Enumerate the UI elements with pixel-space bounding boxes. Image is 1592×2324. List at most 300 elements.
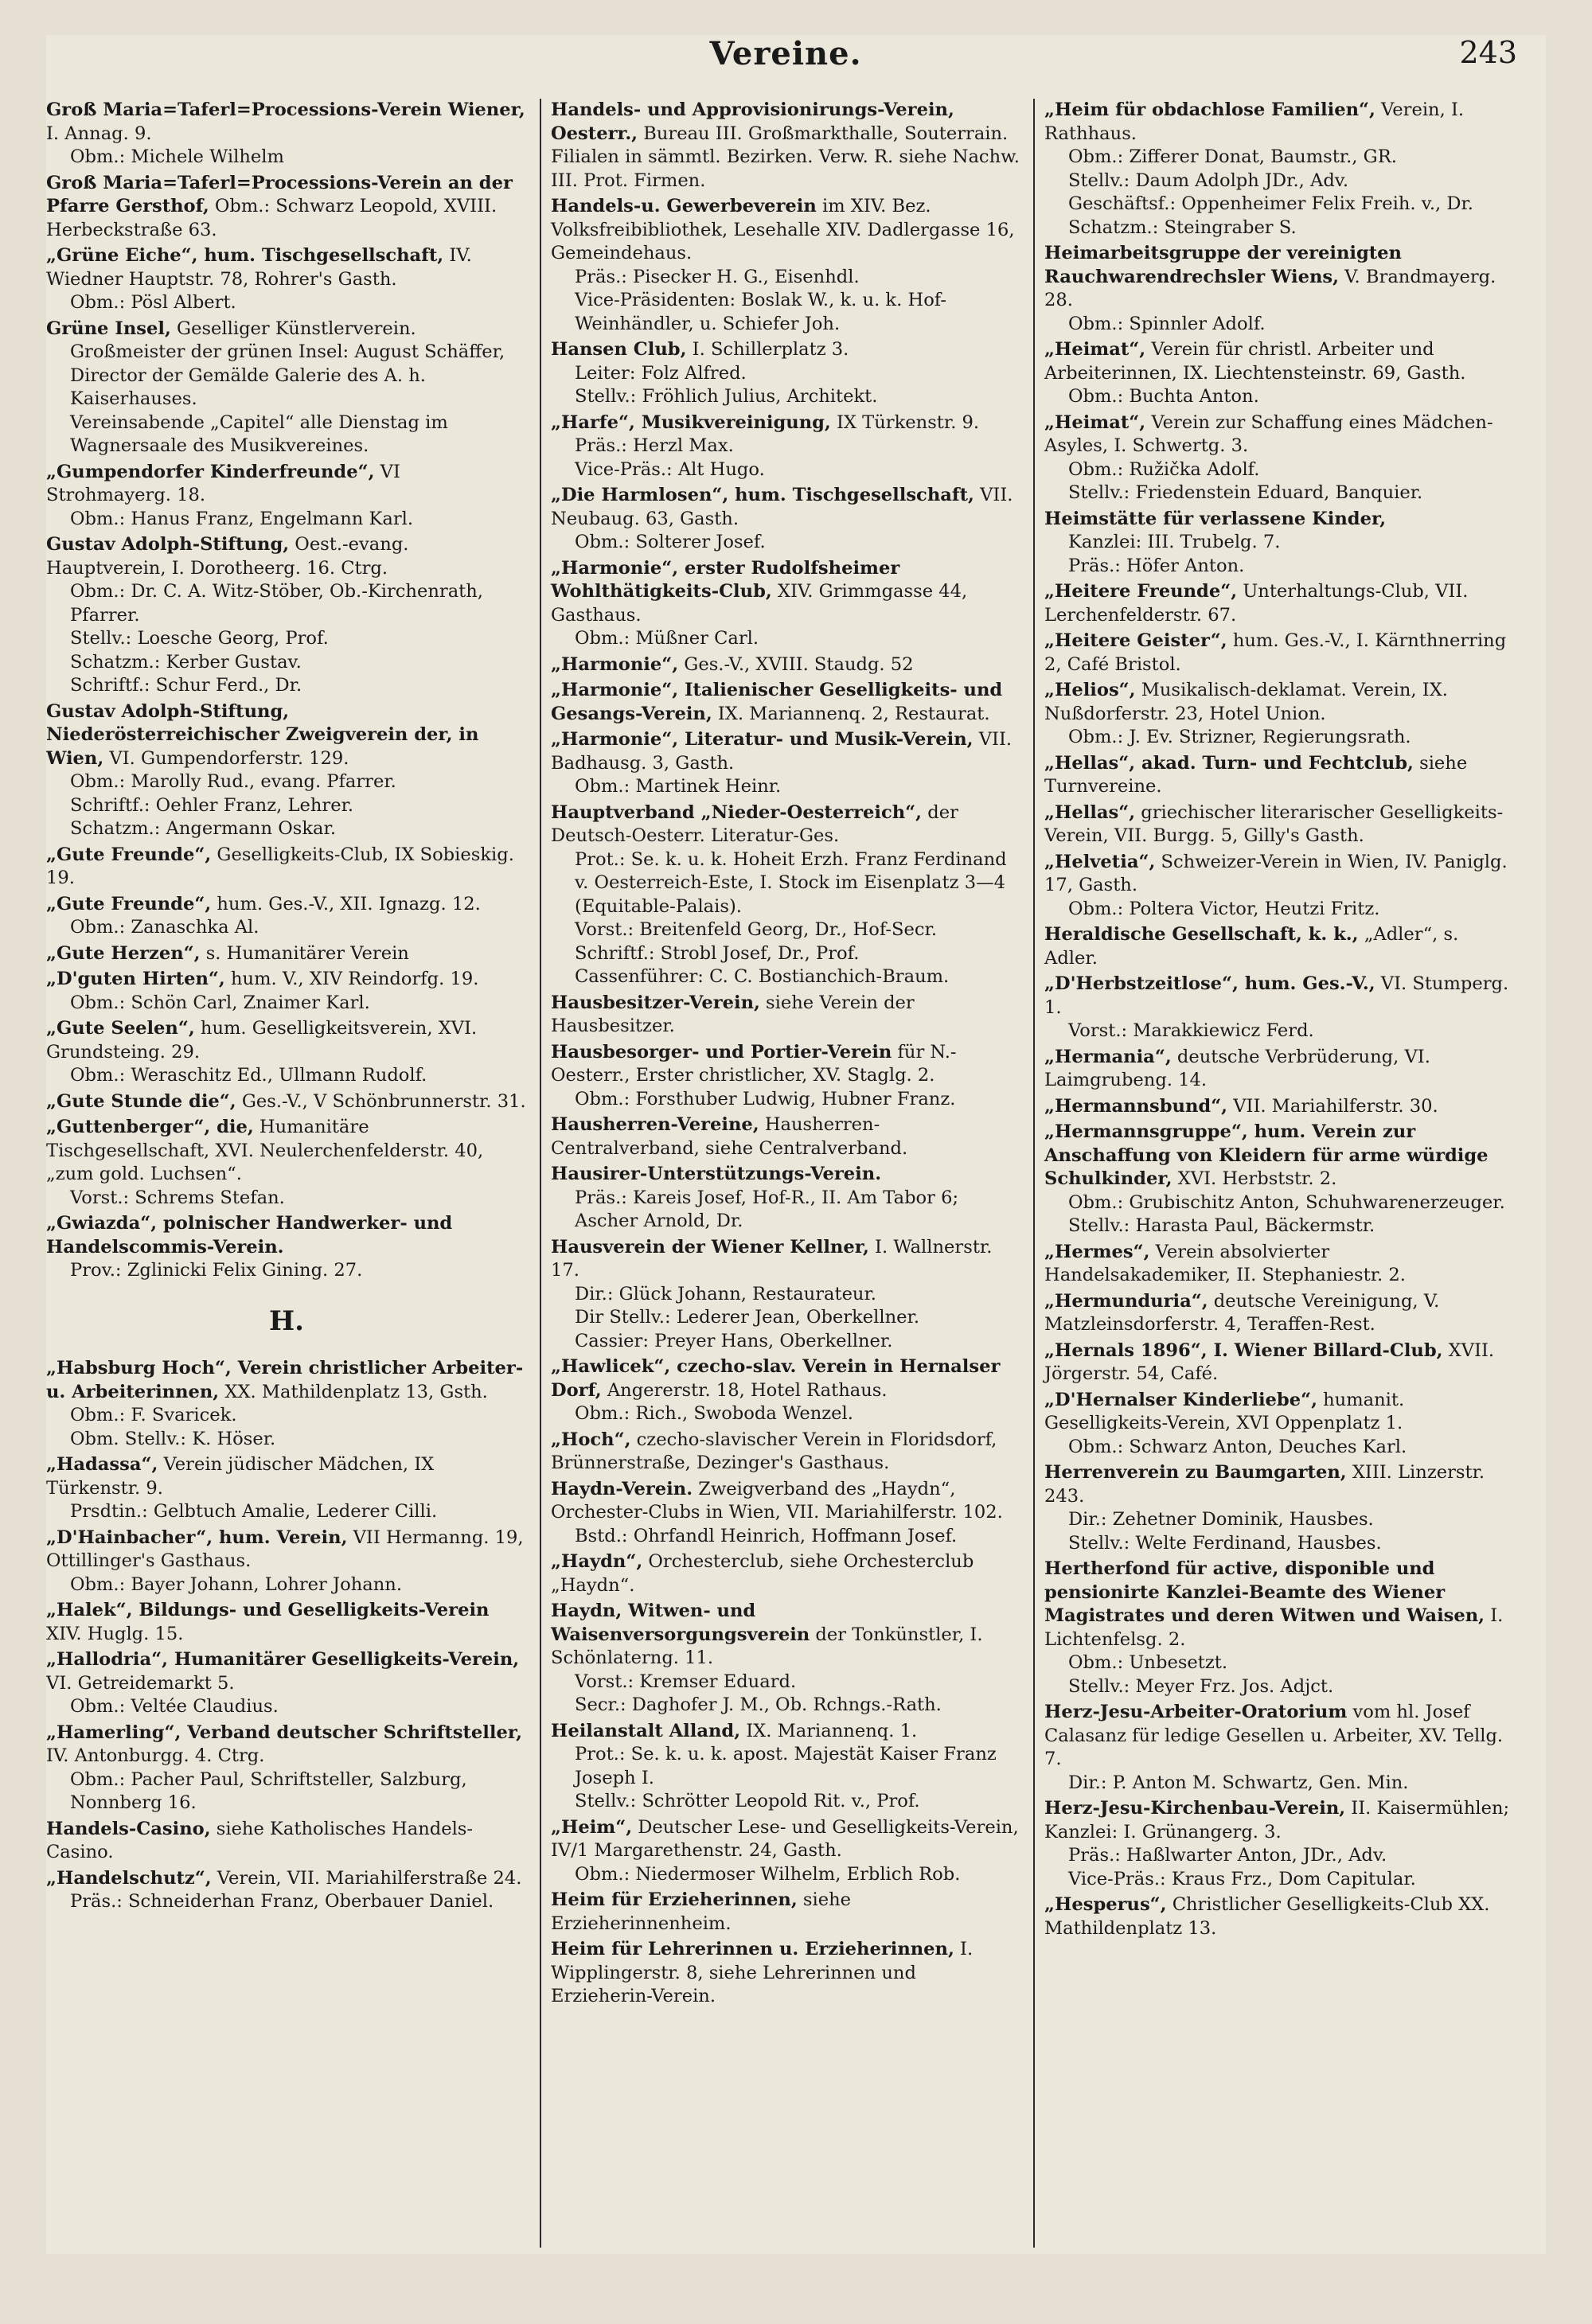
- entry-officer-line: Obm.: Michele Wilhelm: [70, 146, 284, 167]
- entry-title: „Guttenberger“, die,: [46, 1117, 254, 1137]
- entry-main-line: [46, 1453, 527, 1500]
- entry-main-line: [46, 1357, 527, 1404]
- directory-entry: [1044, 99, 1514, 240]
- entry-details: Hausherren-Centralverband, siehe Centralverband.: [551, 1114, 908, 1159]
- entry-title: Hausherren-Vereine,: [551, 1114, 759, 1135]
- entry-officer-line: Vereinsabende „Capitel“ alle Dienstag im Wagnersaale des Musikvereines.: [70, 411, 448, 456]
- entry-officer-line: Prot.: Se. k. u. k. apost. Majestät Kaiser Franz Joseph I.: [575, 1744, 997, 1788]
- entry-details: VI. Gumpendorferstr. 129.: [103, 747, 349, 769]
- entry-title: „Harmonie“, Literatur- und Musik-Verein,: [551, 729, 974, 750]
- entry-officer-line: Dir Stellv.: Lederer Jean, Oberkellner.: [575, 1307, 920, 1328]
- entry-title: Groß Maria=Taferl=Processions-Verein an der Pfarre Gersthof,: [46, 172, 513, 216]
- entry-title: Heim für Lehrerinnen u. Erzieherinnen,: [551, 1939, 954, 1959]
- page-header: [46, 35, 1525, 99]
- entry-officer-line: Prot.: Se. k. u. k. Hoheit Erzh. Franz Ferdinand v. Oesterreich-Este, I. Stock im Eisenplatz 3—4 (Equitable-Palais).: [575, 848, 1007, 917]
- page-title: Vereine.: [709, 35, 862, 72]
- directory-entry: [551, 1041, 1020, 1112]
- entry-officer-line: Stellv.: Fröhlich Julius, Architekt.: [575, 386, 878, 407]
- entry-main-line: [1044, 1558, 1514, 1651]
- directory-entry: [551, 1478, 1020, 1549]
- entry-main-line: [46, 172, 527, 243]
- entry-title: Herz-Jesu-Arbeiter-Oratorium: [1044, 1702, 1348, 1722]
- entry-details: deutsche Verbrüderung, VI. Laimgrubeng. 14.: [1044, 1046, 1430, 1090]
- entry-title: „Hermannsbund“,: [1044, 1095, 1228, 1117]
- directory-entry: [551, 679, 1020, 726]
- entry-details: IX. Mariannenq. 1.: [740, 1720, 918, 1741]
- entry-main-line: [1044, 411, 1514, 458]
- entry-main-line: [46, 1722, 527, 1768]
- entry-title: „Hallodria“, Humanitärer Geselligkeits-Verein,: [46, 1649, 520, 1670]
- directory-entry: [551, 1113, 1020, 1160]
- entry-title: Hausbesitzer-Verein,: [551, 992, 760, 1013]
- entry-main-line: [46, 461, 527, 508]
- entry-officer-line: Obm.: Zanaschka Al.: [70, 917, 259, 938]
- entry-title: „Hermunduria“,: [1044, 1290, 1208, 1312]
- entry-details: vom hl. Josef Calasanz für ledige Gesellen u. Arbeiter, XV. Tellg. 7.: [1044, 1702, 1504, 1769]
- entry-main-line: [46, 942, 527, 966]
- entry-main-line: [551, 1720, 1020, 1744]
- directory-entry: [551, 1600, 1020, 1718]
- entry-details: griechischer literarischer Geselligkeits-Verein, VII. Burgg. 5, Gilly's Gasth.: [1044, 801, 1504, 846]
- entry-officer-line: Obm.: Rich., Swoboda Wenzel.: [575, 1403, 853, 1424]
- directory-entry: [46, 318, 527, 458]
- entry-title: „D'Hainbacher“, hum. Verein,: [46, 1527, 348, 1548]
- entry-main-line: [551, 557, 1020, 628]
- entry-main-line: [551, 679, 1020, 726]
- entry-officer-line: Dir.: Zehetner Dominik, Hausbes.: [1068, 1509, 1374, 1530]
- entry-main-line: [46, 1527, 527, 1573]
- entry-title: „Harmonie“, Italienischer Geselligkeits- und Gesangs-Verein,: [551, 680, 1003, 724]
- entry-officer-line: Obm.: F. Svaricek.: [70, 1405, 237, 1425]
- entry-title: Haydn-Verein.: [551, 1478, 693, 1499]
- column-1: [46, 99, 527, 2248]
- entry-title: „Heitere Geister“,: [1044, 630, 1227, 651]
- entry-main-line: [1044, 1241, 1514, 1288]
- entry-details: im XIV. Bez. Volksfreibibliothek, Lesehalle XIV. Dadlergasse 16, Gemeindehaus.: [551, 196, 1015, 263]
- entry-main-line: [1044, 1389, 1514, 1436]
- entry-details: hum. V., XIV Reindorfg. 19.: [224, 969, 479, 989]
- entry-main-line: [551, 992, 1020, 1039]
- entry-main-line: [1044, 580, 1514, 627]
- entry-title: Gustav Adolph-Stiftung,: [46, 534, 290, 555]
- entry-details: Orchesterclub, siehe Orchesterclub „Haydn“.: [551, 1551, 974, 1596]
- entry-details: V. Brandmayerg. 28.: [1044, 266, 1496, 310]
- entry-officer-line: Obm.: Spinnler Adolf.: [1068, 313, 1266, 334]
- directory-entry: [46, 172, 527, 243]
- entry-title: „Helvetia“,: [1044, 851, 1156, 872]
- entry-title: „Gumpendorfer Kinderfreunde“,: [46, 461, 375, 482]
- directory-entry: [551, 195, 1020, 336]
- directory-entry: [1044, 752, 1514, 799]
- entry-main-line: [46, 893, 527, 917]
- entry-details: XX. Mathildenplatz 13, Gsth.: [219, 1381, 488, 1402]
- entry-title: Hauptverband „Nieder-Oesterreich“,: [551, 801, 923, 823]
- entry-main-line: [46, 533, 527, 580]
- entry-title: „Grüne Eiche“, hum. Tischgesellschaft,: [46, 245, 444, 266]
- entry-main-line: [46, 1818, 527, 1865]
- directory-entry: [551, 557, 1020, 651]
- directory-page: [46, 35, 1546, 2254]
- column-2: [540, 99, 1020, 2248]
- entry-officer-line: Vice-Präs.: Alt Hugo.: [575, 458, 765, 480]
- directory-entry: [46, 893, 527, 940]
- entry-main-line: [551, 338, 1020, 362]
- entry-details: VI. Stumperg. 1.: [1044, 973, 1509, 1018]
- entry-main-line: [46, 1116, 527, 1187]
- entry-details: der Tonkünstler, I. Schönlaterng. 11.: [551, 1624, 983, 1668]
- entry-details: hum. Ges.-V., I. Kärnthnerring 2, Café Bristol.: [1044, 630, 1507, 675]
- directory-entry: [1044, 851, 1514, 922]
- entry-officer-line: Obm.: Martinek Heinr.: [575, 776, 782, 797]
- entry-details: I. Annag. 9.: [46, 123, 152, 144]
- entry-officer-line: Obm.: Schwarz Anton, Deuches Karl.: [1068, 1436, 1407, 1457]
- entry-officer-line: Vorst.: Schrems Stefan.: [70, 1187, 285, 1208]
- directory-entry: [1044, 242, 1514, 336]
- entry-officer-line: Stellv.: Friedenstein Eduard, Banquier.: [1068, 482, 1423, 503]
- directory-entry: [1044, 630, 1514, 677]
- entry-title: Heimarbeitsgruppe der vereinigten Rauchwarendrechsler Wiens,: [1044, 243, 1402, 287]
- directory-entry: [551, 484, 1020, 555]
- entry-main-line: [1044, 338, 1514, 385]
- entry-title: Herrenverein zu Baumgarten,: [1044, 1462, 1347, 1483]
- entry-main-line: [551, 1236, 1020, 1283]
- entry-details: IX Türkenstr. 9.: [830, 411, 980, 433]
- entry-main-line: [1044, 1339, 1514, 1386]
- directory-entry: [46, 1090, 527, 1114]
- entry-title: Hertherfond für active, disponible und pensionirte Kanzlei-Beamte des Wiener Magistrates und deren Witwen und Waisen,: [1044, 1558, 1485, 1626]
- entry-title: „Harmonie“,: [551, 653, 679, 675]
- entry-officer-line: Stellv.: Meyer Frz. Jos. Adjct.: [1068, 1675, 1334, 1697]
- directory-entry: [1044, 338, 1514, 409]
- entry-title: Haydn, Witwen- und Waisenversorgungsverein: [551, 1601, 810, 1645]
- entry-details: IX. Mariannenq. 2, Restaurat.: [712, 703, 990, 724]
- entry-main-line: [1044, 973, 1514, 1020]
- entry-details: Bureau III. Großmarkthalle, Souterrain. Filialen in sämmtl. Bezirken. Verw. R. siehe Nachw. III. Prot. Firmen.: [551, 123, 1020, 191]
- entry-officer-line: Obm.: Weraschitz Ed., Ullmann Rudolf.: [70, 1065, 427, 1086]
- entry-details: Unterhaltungs-Club, VII. Lerchenfelderstr. 67.: [1044, 581, 1469, 626]
- columns: [46, 99, 1525, 2248]
- entry-title: „Gute Herzen“,: [46, 942, 201, 964]
- entry-officer-line: Prsdtin.: Gelbtuch Amalie, Lederer Cilli.: [70, 1501, 438, 1522]
- directory-entry: [1044, 1290, 1514, 1337]
- directory-entry: [46, 1453, 527, 1524]
- entry-officer-line: Stellv.: Daum Adolph JDr., Adv.: [1068, 170, 1349, 191]
- directory-entry: [551, 1550, 1020, 1597]
- entry-main-line: [551, 1938, 1020, 2009]
- entry-main-line: [1044, 508, 1514, 532]
- entry-title: „Habsburg Hoch“, Verein christlicher Arbeiter- u. Arbeiterinnen,: [46, 1358, 524, 1402]
- entry-title: Hansen Club,: [551, 339, 687, 360]
- entry-details: I. Schillerplatz 3.: [686, 339, 849, 360]
- entry-details: IV. Wiedner Hauptstr. 78, Rohrer's Gasth.: [46, 245, 472, 290]
- directory-entry: [46, 461, 527, 532]
- entry-main-line: [1044, 99, 1514, 146]
- entry-main-line: [1044, 1121, 1514, 1191]
- directory-entry: [46, 1212, 527, 1283]
- entry-details: Christlicher Geselligkeits-Club XX. Mathildenplatz 13.: [1044, 1894, 1490, 1939]
- entry-details: VII. Neubaug. 63, Gasth.: [551, 485, 1013, 529]
- entry-main-line: [551, 411, 1020, 435]
- entry-officer-line: Schatzm.: Steingraber S.: [1068, 216, 1297, 238]
- directory-entry: [551, 992, 1020, 1039]
- directory-entry: [46, 1722, 527, 1815]
- entry-officer-line: Obm.: Forsthuber Ludwig, Hubner Franz.: [575, 1088, 956, 1109]
- directory-entry: [46, 942, 527, 966]
- entry-title: „Hellas“, akad. Turn- und Fechtclub,: [1044, 752, 1414, 774]
- entry-title: „Haydn“,: [551, 1551, 643, 1572]
- entry-title: „Hermania“,: [1044, 1046, 1172, 1067]
- entry-details: Verein jüdischer Mädchen, IX Türkenstr. 9.: [46, 1454, 435, 1499]
- entry-main-line: [551, 1478, 1020, 1525]
- entry-title: „Hoch“,: [551, 1429, 631, 1450]
- entry-officer-line: Obm.: Müßner Carl.: [575, 628, 759, 649]
- entry-officer-line: Vorst.: Kremser Eduard.: [575, 1671, 797, 1692]
- entry-main-line: [551, 653, 1020, 677]
- entry-details: „Adler“, s. Adler.: [1044, 924, 1459, 969]
- entry-details: Musikalisch-deklamat. Verein, IX. Nußdorferstr. 23, Hotel Union.: [1044, 680, 1448, 724]
- entry-main-line: [1044, 1046, 1514, 1093]
- entry-officer-line: Präs.: Kareis Josef, Hof-R., II. Am Tabor 6; Ascher Arnold, Dr.: [575, 1187, 959, 1231]
- directory-entry: [1044, 1339, 1514, 1386]
- entry-title: Hausverein der Wiener Kellner,: [551, 1236, 869, 1258]
- entry-details: XIV. Grimmgasse 44, Gasthaus.: [551, 581, 968, 626]
- directory-entry: [1044, 1389, 1514, 1460]
- entry-main-line: [1044, 1461, 1514, 1508]
- entry-details: humanit. Geselligkeits-Verein, XVI Oppenplatz 1.: [1044, 1389, 1405, 1433]
- entry-title: Heraldische Gesellschaft, k. k.,: [1044, 924, 1359, 945]
- entry-officer-line: Präs.: Schneiderhan Franz, Oberbauer Daniel.: [70, 1891, 494, 1912]
- directory-entry: [1044, 1558, 1514, 1698]
- entry-title: „Gute Freunde“,: [46, 893, 212, 914]
- entry-details: VII. Badhausg. 3, Gasth.: [551, 729, 1013, 774]
- entry-main-line: [551, 195, 1020, 266]
- entry-details: Geselligkeits-Club, IX Sobieskig. 19.: [46, 844, 514, 888]
- directory-entry: [46, 700, 527, 841]
- entry-title: „Gute Seelen“,: [46, 1018, 195, 1039]
- entry-main-line: [46, 1648, 527, 1695]
- entry-details: Deutscher Lese- und Geselligkeits-Verein, IV/1 Margarethenstr. 24, Gasth.: [551, 1816, 1019, 1861]
- entry-officer-line: Großmeister der grünen Insel: August Schäffer, Director der Gemälde Galerie des A. h. Kaiserhauses.: [70, 341, 505, 409]
- entry-title: Hausirer-Unterstützungs-Verein.: [551, 1164, 882, 1184]
- entry-officer-line: Präs.: Pisecker H. G., Eisenhdl.: [575, 266, 860, 287]
- directory-entry: [1044, 1095, 1514, 1119]
- entry-officer-line: Obm.: Poltera Victor, Heutzi Fritz.: [1068, 898, 1380, 919]
- entry-officer-line: Geschäftsf.: Oppenheimer Felix Freih. v., Dr.: [1068, 193, 1473, 214]
- directory-entry: [551, 1720, 1020, 1814]
- entry-details: Humanitäre Tischgesellschaft, XVI. Neulerchenfelderstr. 40, „zum gold. Luchsen“.: [46, 1117, 484, 1184]
- entry-title: Hausbesorger- und Portier-Verein: [551, 1041, 892, 1063]
- entry-officer-line: Dir.: Glück Johann, Restaurateur.: [575, 1283, 876, 1304]
- entry-main-line: [551, 728, 1020, 775]
- entry-officer-line: Schatzm.: Kerber Gustav.: [70, 651, 302, 673]
- entry-title: Heilanstalt Alland,: [551, 1720, 741, 1741]
- directory-entry: [551, 411, 1020, 482]
- entry-details: VII Hermanng. 19, Ottillinger's Gasthaus.: [46, 1527, 524, 1571]
- entry-officer-line: Stellv.: Harasta Paul, Bäckermstr.: [1068, 1215, 1375, 1236]
- entry-officer-line: Schriftf.: Strobl Josef, Dr., Prof.: [575, 942, 860, 964]
- entry-details: Verein für christl. Arbeiter und Arbeiterinnen, IX. Liechtensteinstr. 69, Gasth.: [1044, 339, 1466, 384]
- entry-details: Zweigverband des „Haydn“, Orchester-Clubs in Wien, VII. Mariahilferstr. 102.: [551, 1478, 1003, 1523]
- entry-officer-line: Kanzlei: III. Trubelg. 7.: [1068, 532, 1281, 552]
- entry-title: Herz-Jesu-Kirchenbau-Verein,: [1044, 1798, 1346, 1819]
- directory-entry: [1044, 580, 1514, 627]
- entry-main-line: [551, 484, 1020, 531]
- directory-entry: [551, 1429, 1020, 1476]
- entry-details: VI Strohmayerg. 18.: [46, 461, 400, 505]
- directory-entry: [46, 844, 527, 891]
- entry-details: I. Wipplingerstr. 8, siehe Lehrerinnen und Erzieherin-Verein.: [551, 1939, 974, 2006]
- entry-officer-line: Vice-Präsidenten: Boslak W., k. u. k. Hof-Weinhändler, u. Schiefer Joh.: [575, 290, 946, 334]
- entry-officer-line: Obm.: Grubischitz Anton, Schuhwarenerzeuger.: [1068, 1191, 1505, 1213]
- entry-officer-line: Stellv.: Welte Ferdinand, Hausbes.: [1068, 1532, 1382, 1554]
- entry-main-line: [46, 1599, 527, 1646]
- entry-title: „Heimat“,: [1044, 411, 1146, 433]
- entry-officer-line: Obm.: Veltée Claudius.: [70, 1696, 279, 1717]
- entry-details: Angererstr. 18, Hotel Rathaus.: [601, 1379, 888, 1401]
- directory-entry: [46, 1648, 527, 1719]
- entry-details: Ges.-V., XVIII. Staudg. 52: [678, 653, 914, 675]
- entry-officer-line: Obm.: Zifferer Donat, Baumstr., GR.: [1068, 146, 1397, 167]
- entry-main-line: [551, 1889, 1020, 1936]
- directory-entry: [46, 1116, 527, 1210]
- entry-title: „Gute Freunde“,: [46, 844, 212, 865]
- entry-main-line: [551, 801, 1020, 848]
- directory-entry: [551, 338, 1020, 409]
- entry-details: VI. Getreidemarkt 5.: [46, 1672, 235, 1694]
- entry-details: czecho-slavischer Verein in Floridsdorf, Brünnerstraße, Dezinger's Gasthaus.: [551, 1429, 997, 1473]
- entry-details: VII. Mariahilferstr. 30.: [1227, 1095, 1438, 1117]
- entry-title: „Helios“,: [1044, 680, 1136, 700]
- entry-details: I. Lichtenfelsg. 2.: [1044, 1605, 1504, 1650]
- entry-details: XVII. Jörgerstr. 54, Café.: [1044, 1339, 1495, 1384]
- entry-officer-line: Obm.: Schön Carl, Znaimer Karl.: [70, 992, 370, 1013]
- entry-details: Obm.: Schwarz Leopold, XVIII. Herbeckstraße 63.: [46, 196, 498, 240]
- entry-main-line: [551, 1041, 1020, 1088]
- entry-title: „Hermannsgruppe“, hum. Verein zur Anschaffung von Kleidern für arme würdige Schulkinder,: [1044, 1121, 1489, 1189]
- directory-entry: [1044, 1461, 1514, 1555]
- entry-officer-line: Prov.: Zglinicki Felix Gining. 27.: [70, 1260, 363, 1281]
- entry-officer-line: Obm.: Hanus Franz, Engelmann Karl.: [70, 508, 414, 529]
- entry-main-line: [551, 1429, 1020, 1476]
- entry-title: „Hamerling“, Verband deutscher Schriftsteller,: [46, 1722, 522, 1743]
- page-number: 243: [1459, 35, 1517, 70]
- directory-entry: [46, 1527, 527, 1597]
- entry-officer-line: Vorst.: Breitenfeld Georg, Dr., Hof-Secr.: [575, 919, 938, 940]
- entry-officer-line: Vorst.: Marakkiewicz Ferd.: [1068, 1020, 1314, 1041]
- directory-entry: [1044, 1121, 1514, 1238]
- directory-entry: [1044, 973, 1514, 1043]
- entry-details: der Deutsch-Oesterr. Literatur-Ges.: [551, 801, 958, 846]
- entry-main-line: [1044, 1095, 1514, 1119]
- entry-main-line: [551, 1163, 1020, 1187]
- entry-title: Heim für Erzieherinnen,: [551, 1889, 798, 1910]
- entry-main-line: [46, 318, 527, 341]
- directory-entry: [551, 1236, 1020, 1354]
- entry-details: deutsche Vereinigung, V. Matzleinsdorferstr. 4, Teraffen-Rest.: [1044, 1290, 1440, 1335]
- entry-main-line: [46, 1090, 527, 1114]
- directory-entry: [1044, 1046, 1514, 1093]
- directory-entry: [46, 533, 527, 698]
- directory-entry: [1044, 1701, 1514, 1795]
- entry-title: „Halek“, Bildungs- und Geselligkeits-Verein: [46, 1600, 490, 1620]
- directory-entry: [551, 801, 1020, 989]
- entry-title: „Hernals 1896“, I. Wiener Billard-Club,: [1044, 1339, 1443, 1361]
- entry-title: „Hesperus“,: [1044, 1894, 1167, 1915]
- entry-details: XIII. Linzerstr. 243.: [1044, 1462, 1485, 1507]
- entry-main-line: [1044, 1893, 1514, 1940]
- entry-details: I. Wallnerstr. 17.: [551, 1236, 993, 1281]
- entry-details: Schweizer-Verein in Wien, IV. Paniglg. 17, Gasth.: [1044, 851, 1508, 895]
- entry-details: IV. Antonburgg. 4. Ctrg.: [46, 1745, 265, 1766]
- directory-entry: [46, 968, 527, 1015]
- entry-main-line: [46, 1017, 527, 1064]
- section-letter-heading: H.: [269, 1304, 304, 1337]
- entry-details: siehe Turnvereine.: [1044, 752, 1468, 797]
- entry-details: Verein, VII. Mariahilferstraße 24.: [211, 1867, 522, 1889]
- entry-officer-line: Cassenführer: C. C. Bostianchich-Braum.: [575, 966, 950, 987]
- entry-title: „Hawlicek“, czecho-slav. Verein in Hernalser Dorf,: [551, 1356, 1001, 1401]
- entry-title: Heimstätte für verlassene Kinder,: [1044, 508, 1387, 529]
- directory-entry: [551, 728, 1020, 799]
- entry-title: „Gwiazda“, polnischer Handwerker- und Handelscommis-Verein.: [46, 1213, 453, 1258]
- entry-main-line: [46, 844, 527, 891]
- entry-title: Handels-Casino,: [46, 1818, 211, 1839]
- directory-entry: [551, 1355, 1020, 1426]
- entry-officer-line: Präs.: Haßlwarter Anton, JDr., Adv.: [1068, 1845, 1387, 1866]
- entry-main-line: [1044, 752, 1514, 799]
- entry-details: hum. Ges.-V., XII. Ignazg. 12.: [211, 893, 481, 914]
- entry-main-line: [1044, 630, 1514, 677]
- entry-officer-line: Obm.: Ružička Adolf.: [1068, 458, 1260, 480]
- entry-officer-line: Obm.: Unbesetzt.: [1068, 1652, 1228, 1673]
- entry-title: „Heimat“,: [1044, 339, 1146, 360]
- entry-officer-line: Obm. Stellv.: K. Höser.: [70, 1428, 276, 1449]
- entry-details: hum. Geselligkeitsverein, XVI. Grundsteing. 29.: [46, 1018, 478, 1063]
- entry-main-line: [46, 1867, 527, 1891]
- entry-details: siehe Katholisches Handels-Casino.: [46, 1818, 474, 1862]
- directory-entry: [1044, 508, 1514, 579]
- entry-details: XVI. Herbststr. 2.: [1172, 1168, 1337, 1189]
- directory-entry: [551, 1163, 1020, 1234]
- entry-main-line: [1044, 1797, 1514, 1844]
- directory-entry: [1044, 1893, 1514, 1940]
- entry-officer-line: Obm.: Dr. C. A. Witz-Stöber, Ob.-Kirchenrath, Pfarrer.: [70, 581, 483, 626]
- entry-main-line: [1044, 923, 1514, 970]
- entry-officer-line: Leiter: Folz Alfred.: [575, 362, 747, 384]
- entry-officer-line: Schriftf.: Oehler Franz, Lehrer.: [70, 794, 354, 816]
- entry-title: „Hermes“,: [1044, 1241, 1150, 1262]
- entry-main-line: [46, 1212, 527, 1259]
- directory-entry: [551, 1816, 1020, 1887]
- entry-officer-line: Obm.: Solterer Josef.: [575, 532, 766, 552]
- column-3: [1033, 99, 1514, 2248]
- entry-officer-line: Obm.: Pacher Paul, Schriftsteller, Salzburg, Nonnberg 16.: [70, 1768, 467, 1813]
- directory-entry: [551, 99, 1020, 193]
- entry-main-line: [46, 700, 527, 771]
- entry-details: Geselliger Künstlerverein.: [170, 318, 416, 339]
- entry-officer-line: Schriftf.: Schur Ferd., Dr.: [70, 675, 302, 696]
- entry-title: „Die Harmlosen“, hum. Tischgesellschaft,: [551, 485, 974, 505]
- entry-main-line: [1044, 801, 1514, 848]
- entry-officer-line: Obm.: Buchta Anton.: [1068, 386, 1259, 407]
- entry-main-line: [551, 1355, 1020, 1402]
- entry-title: Groß Maria=Taferl=Processions-Verein Wiener,: [46, 99, 525, 120]
- directory-entry: [46, 1818, 527, 1865]
- entry-details: Oest.-evang. Hauptverein, I. Dorotheerg. 16. Ctrg.: [46, 534, 409, 579]
- entry-main-line: [46, 968, 527, 992]
- entry-title: Handels-u. Gewerbeverein: [551, 196, 817, 216]
- entry-title: „Harfe“, Musikvereinigung,: [551, 411, 831, 433]
